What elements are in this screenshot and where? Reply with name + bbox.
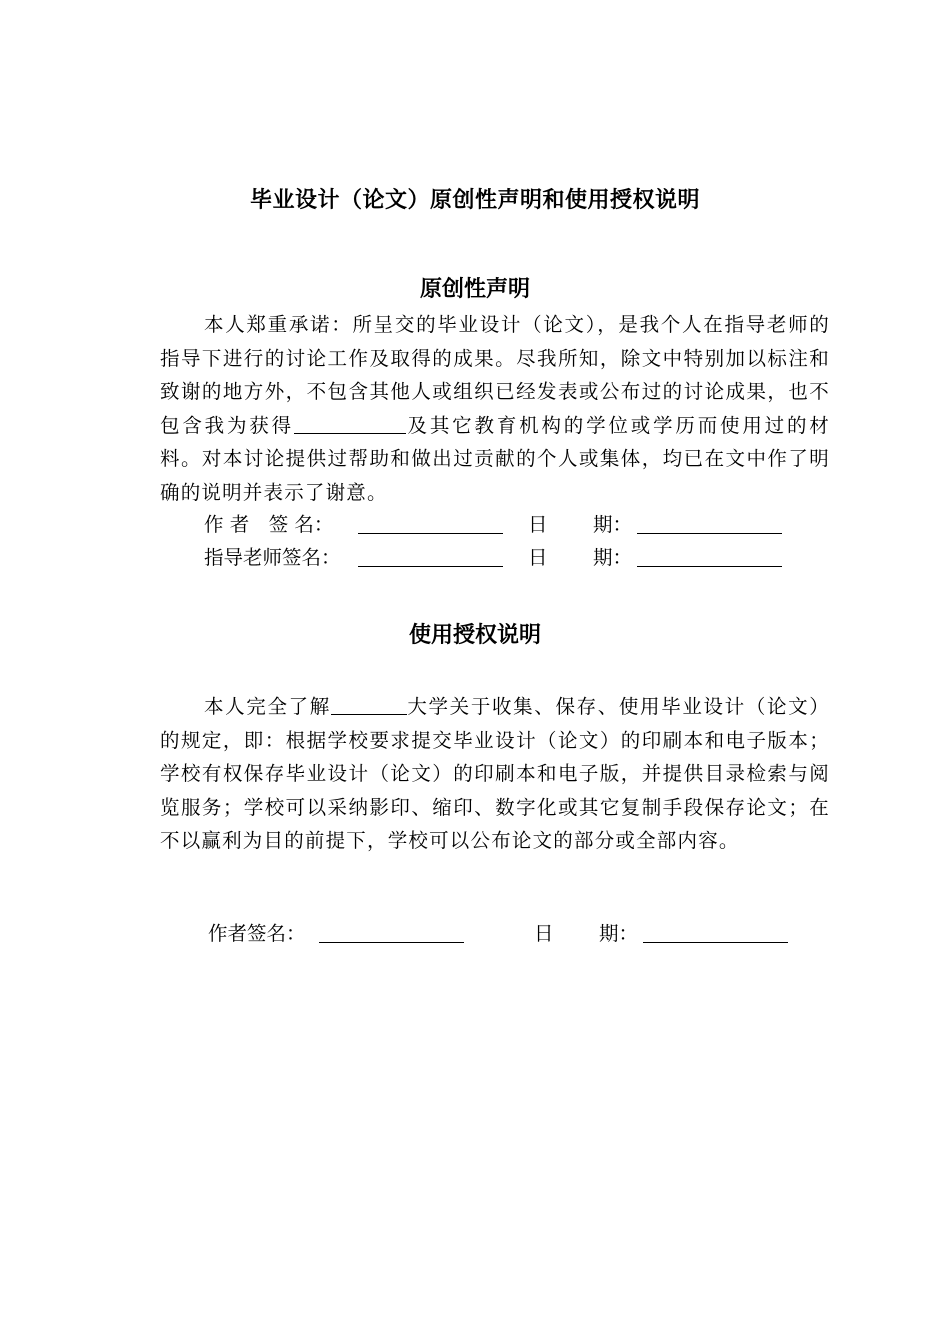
authorization-signature-row <box>0 920 950 948</box>
advisor-signature-line[interactable] <box>358 566 503 567</box>
advisor-date-line[interactable] <box>637 566 782 567</box>
author-date-line[interactable] <box>637 533 782 534</box>
originality-statement <box>160 308 830 509</box>
authorization-text-part1: 本人完全了解 <box>204 695 331 718</box>
author-sign-label: 作 者 签 名： <box>204 513 334 536</box>
date-label-char1: 日 <box>528 513 548 536</box>
originality-text-part2: 及其它教育机构的学位或学历而使用过的材料。对本讨论提供过帮助和做出过贡献的个人或集体，均已在文中作了明确的说明并表示了谢意。 <box>160 413 830 504</box>
date-label-char2: 期： <box>593 513 633 536</box>
author-date-line-2[interactable] <box>643 942 788 943</box>
date-label-char1: 日 <box>534 922 554 945</box>
date-label-char2: 期： <box>593 546 633 569</box>
author-signature-row <box>0 511 950 539</box>
date-label-char1: 日 <box>528 546 548 569</box>
advisor-signature-row <box>0 544 950 572</box>
university-blank-field[interactable] <box>331 694 407 715</box>
document-title: 毕业设计（论文）原创性声明和使用授权说明 <box>249 188 700 213</box>
authorization-text-part2: 大学关于收集、保存、使用毕业设计（论文）的规定，即：根据学校要求提交毕业设计（论文）的印刷本和电子版本；学校有权保存毕业设计（论文）的印刷本和电子版，并提供目录检索与阅览服务；学校可以采纳影印、缩印、数字化或其它复制手段保存论文；在不以赢利为目的前提下，学校可以公布论文的部分或全部内容。 <box>160 695 830 852</box>
authorization-statement <box>160 690 830 858</box>
author-signature-line[interactable] <box>358 533 503 534</box>
originality-text-part1: 本人郑重承诺：所呈交的毕业设计（论文），是我个人在指导老师的指导下进行的讨论工作及取得的成果。尽我所知，除文中特别加以标注和致谢的地方外，不包含其他人或组织已经发表或公布过的讨论成果，也不包含我为获得 <box>160 313 830 437</box>
degree-blank-field[interactable] <box>294 413 406 434</box>
authorization-heading: 使用授权说明 <box>408 623 541 648</box>
author-signature-line-2[interactable] <box>319 942 464 943</box>
advisor-sign-label: 指导老师签名： <box>204 546 341 569</box>
author-sign-label-2: 作者签名： <box>208 922 306 945</box>
date-label-char2: 期： <box>599 922 639 945</box>
originality-heading: 原创性声明 <box>419 277 530 302</box>
